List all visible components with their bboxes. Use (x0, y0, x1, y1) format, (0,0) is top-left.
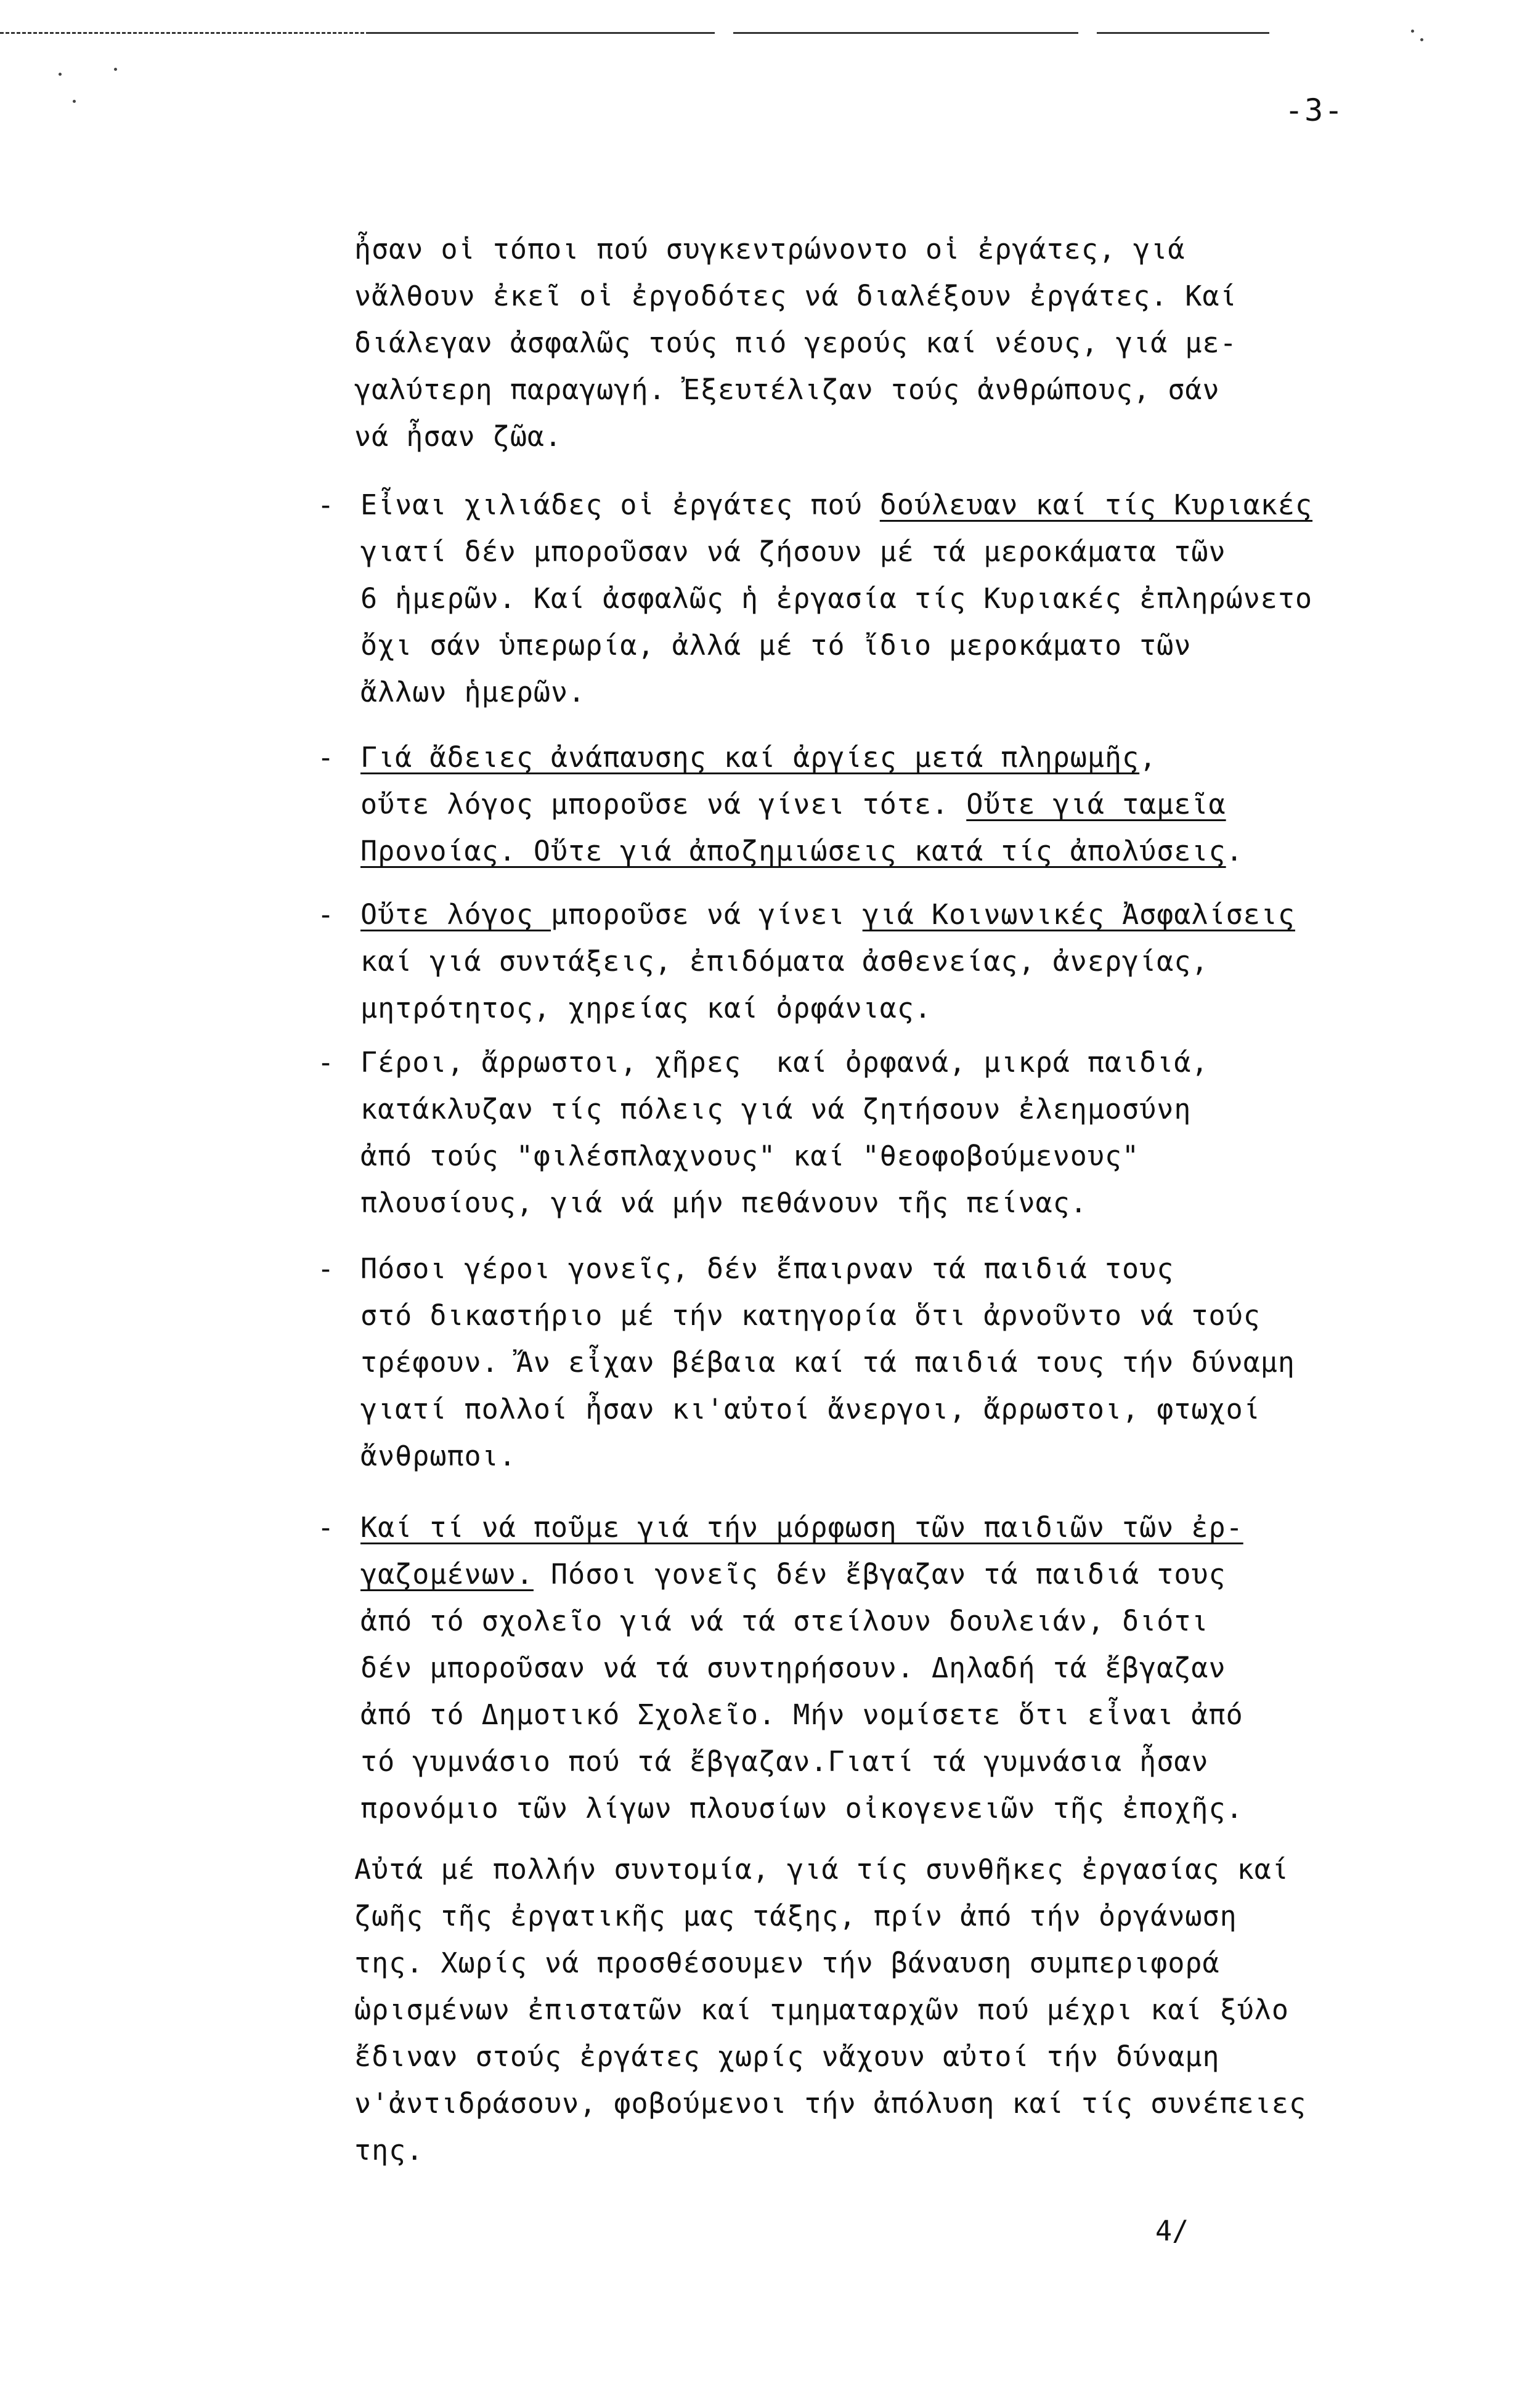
text-line (360, 786, 1226, 823)
text-line (360, 739, 1157, 776)
text-line (354, 418, 562, 455)
text-run: . (1226, 835, 1243, 867)
underlined-text: Οὔτε λόγος (360, 898, 551, 931)
text-line (354, 1992, 1289, 2029)
text-run: διάλεγαν ἀσφαλῶς τούς πιό γερούς καί νέους, γιά με- (354, 326, 1237, 359)
text-line (360, 533, 1226, 570)
scan-speck (1411, 30, 1414, 33)
list-bullet: - (317, 488, 335, 521)
text-run: ἄλλων ἡμερῶν. (360, 676, 586, 708)
text-line (360, 1391, 1261, 1428)
text-run: πλουσίους, γιά νά μήν πεθάνουν τῆς πείνας. (360, 1186, 1088, 1219)
text-line (360, 896, 1295, 933)
scan-rule (1097, 32, 1269, 34)
list-bullet: - (317, 1252, 335, 1285)
text-line (360, 674, 585, 711)
text-run: στό δικαστήριο μέ τήν κατηγορία ὅτι ἀρνοῦντο νά τούς (360, 1299, 1261, 1332)
text-line (354, 1898, 1237, 1935)
underlined-text: Προνοίας. Οὔτε γιά ἀποζημιώσεις κατά τίς ἀπολύσεις (360, 835, 1226, 867)
text-line (360, 1509, 1243, 1546)
text-line (360, 1603, 1209, 1640)
underlined-text: γαζομένων. (360, 1558, 534, 1591)
text-run: καί γιά συντάξεις, ἐπιδόματα ἀσθενείας, ἀνεργίας, (360, 945, 1209, 978)
text-line (360, 1438, 516, 1475)
text-run: ἀπό τό Δημοτικό Σχολεῖο. Μήν νομίσετε ὅτι εἶναι ἀπό (360, 1698, 1243, 1731)
text-line (354, 1945, 1220, 1982)
text-run: ἀπό τούς "φιλέσπλαχνους" καί "θεοφοβούμενους" (360, 1140, 1140, 1172)
underlined-text: δούλευαν καί τίς Κυριακές (879, 488, 1313, 521)
text-run: ἔδιναν στούς ἐργάτες χωρίς νἄχουν αὐτοί τήν δύναμη (354, 2040, 1220, 2073)
text-line (360, 1185, 1088, 1222)
scan-speck (1420, 38, 1423, 41)
text-run: της. Χωρίς νά προσθέσουμεν τήν βάναυση συμπεριφορά (354, 1947, 1220, 1979)
text-run: ἀπό τό σχολεῖο γιά νά τά στείλουν δουλειάν, διότι (360, 1605, 1209, 1637)
text-line (360, 1091, 1191, 1128)
text-run: 6 ἡμερῶν. Καί ἀσφαλῶς ἡ ἐργασία τίς Κυριακές ἐπληρώνετο (360, 582, 1313, 615)
text-run: γιατί πολλοί ἦσαν κι'αὐτοί ἄνεργοι, ἄρρωστοι, φτωχοί (360, 1393, 1261, 1425)
text-line (360, 1697, 1243, 1733)
text-line (360, 943, 1209, 980)
list-bullet: - (317, 741, 335, 774)
continuation-marker: 4/ (1155, 2215, 1189, 2247)
text-run: δέν μποροῦσαν νά τά συντηρήσουν. Δηλαδή τά ἔβγαζαν (360, 1652, 1226, 1684)
text-line (354, 371, 1220, 408)
text-run: της. (354, 2134, 424, 2167)
page-number: -3- (1285, 92, 1344, 128)
scan-speck (59, 73, 62, 76)
text-line (360, 1790, 1243, 1827)
scan-speck (73, 100, 76, 103)
list-bullet: - (317, 898, 335, 931)
text-line (360, 1556, 1226, 1593)
text-run: τρέφουν. Ἄν εἶχαν βέβαια καί τά παιδιά τους τήν δύναμη (360, 1346, 1295, 1379)
text-line (360, 1650, 1226, 1687)
text-line (360, 627, 1191, 664)
text-run: νἄλθουν ἐκεῖ οἱ ἐργοδότες νά διαλέξουν ἐργάτες. Καί (354, 280, 1237, 312)
text-line (354, 2038, 1220, 2075)
text-line (360, 833, 1243, 870)
text-run: μποροῦσε νά γίνει (551, 898, 863, 931)
list-bullet: - (317, 1511, 335, 1544)
text-line (360, 1297, 1261, 1334)
text-line (360, 1138, 1139, 1175)
text-line (354, 278, 1237, 315)
text-run: οὔτε λόγος μποροῦσε νά γίνει τότε. (360, 788, 967, 821)
text-line (360, 580, 1312, 617)
text-line (360, 1044, 1209, 1081)
text-line (354, 1851, 1289, 1888)
scan-rule (370, 32, 715, 34)
scan-rule (733, 32, 1078, 34)
text-run: μητρότητος, χηρείας καί ὀρφάνιας. (360, 992, 932, 1024)
text-run: Πόσοι γέροι γονεῖς, δέν ἔπαιρναν τά παιδιά τους (360, 1252, 1174, 1285)
text-run: Γέροι, ἄρρωστοι, χῆρες καί ὀρφανά, μικρά παιδιά, (360, 1046, 1209, 1079)
text-run: ἄνθρωποι. (360, 1440, 516, 1472)
scan-speck (114, 68, 117, 71)
text-run: Πόσοι γονεῖς δέν ἔβγαζαν τά παιδιά τους (533, 1558, 1226, 1591)
text-line (360, 990, 932, 1027)
text-run: γιατί δέν μποροῦσαν νά ζήσουν μέ τά μεροκάματα τῶν (360, 535, 1226, 568)
text-run: ἦσαν οἱ τόποι πού συγκεντρώνοντο οἱ ἐργάτες, γιά (354, 233, 1186, 266)
scan-rule (0, 32, 370, 34)
text-line (354, 325, 1237, 362)
text-run: γαλύτερη παραγωγή. Ἐξευτέλιζαν τούς ἀνθρώπους, σάν (354, 373, 1220, 406)
underlined-text: γιά Κοινωνικές Ἀσφαλίσεις (862, 898, 1295, 931)
text-run: Εἶναι χιλιάδες οἱ ἐργάτες πού (360, 488, 880, 521)
text-run: προνόμιο τῶν λίγων πλουσίων οἰκογενειῶν τῆς ἐποχῆς. (360, 1792, 1243, 1825)
text-line (360, 1251, 1174, 1287)
text-run: ζωῆς τῆς ἐργατικῆς μας τάξης, πρίν ἀπό τήν ὀργάνωση (354, 1900, 1237, 1932)
text-line (354, 2085, 1306, 2122)
text-line (360, 1743, 1209, 1780)
underlined-text: Οὔτε γιά ταμεῖα (966, 788, 1226, 821)
text-run: , (1139, 741, 1157, 774)
text-run: ν'ἀντιδράσουν, φοβούμενοι τήν ἀπόλυση καί τίς συνέπειες (354, 2087, 1307, 2120)
list-bullet: - (317, 1046, 335, 1079)
text-line (360, 1344, 1295, 1381)
text-line (354, 2132, 423, 2169)
text-line (354, 231, 1185, 268)
underlined-text: Γιά ἄδειες ἀνάπαυσης καί ἀργίες μετά πληρωμῆς (360, 741, 1140, 774)
underlined-text: Καί τί νά ποῦμε γιά τήν μόρφωση τῶν παιδιῶν τῶν ἐρ- (360, 1511, 1243, 1544)
text-run: νά ἦσαν ζῶα. (354, 420, 563, 453)
text-run: Αὐτά μέ πολλήν συντομία, γιά τίς συνθῆκες ἐργασίας καί (354, 1853, 1289, 1886)
text-run: κατάκλυζαν τίς πόλεις γιά νά ζητήσουν ἐλεημοσύνη (360, 1093, 1192, 1125)
text-line (360, 487, 1312, 524)
text-run: ὡρισμένων ἐπιστατῶν καί τμηματαρχῶν πού μέχρι καί ξύλο (354, 1993, 1289, 2026)
text-run: ὄχι σάν ὑπερωρία, ἀλλά μέ τό ἴδιο μεροκάματο τῶν (360, 629, 1192, 662)
text-run: τό γυμνάσιο πού τά ἔβγαζαν.Γιατί τά γυμνάσια ἦσαν (360, 1745, 1209, 1778)
